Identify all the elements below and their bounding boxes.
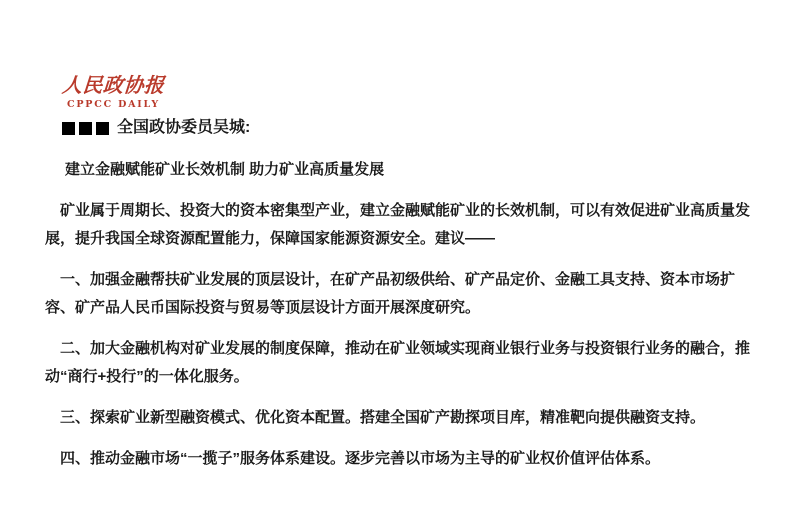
suggestion-paragraph-2: 二、加大金融机构对矿业发展的制度保障，推动在矿业领域实现商业银行业务与投资银行业务的融合，推动“商行+投行”的一体化服务。 bbox=[45, 340, 751, 385]
byline-text: 全国政协委员吴城: bbox=[117, 119, 251, 136]
suggestion-paragraph-4: 四、推动金融市场“一揽子”服务体系建设。逐步完善以市场为主导的矿业权价值评估体系。 bbox=[60, 450, 661, 467]
black-square-icon bbox=[96, 122, 109, 135]
cppcc-daily-english-logo: CPPCC DAILY bbox=[67, 99, 160, 110]
black-square-icon bbox=[79, 122, 92, 135]
lead-paragraph: 矿业属于周期长、投资大的资本密集型产业，建立金融赋能矿业的长效机制，可以有效促进矿业高质量发展，提升我国全球资源配置能力，保障国家能源资源安全。建议—— bbox=[45, 202, 751, 247]
suggestion-paragraph-3: 三、探索矿业新型融资模式、优化资本配置。搭建全国矿产勘探项目库，精准靶向提供融资支持。 bbox=[60, 409, 706, 426]
newspaper-masthead bbox=[62, 75, 763, 110]
suggestion-paragraph-1: 一、加强金融帮扶矿业发展的顶层设计，在矿产品初级供给、矿产品定价、金融工具支持、资本市场扩容、矿产品人民币国际投资与贸易等顶层设计方面开展深度研究。 bbox=[45, 271, 736, 316]
article-headline: 建立金融赋能矿业长效机制 助力矿业高质量发展 bbox=[65, 161, 385, 178]
article-body bbox=[45, 197, 763, 473]
cppcc-daily-chinese-logo: 人民政协报 bbox=[61, 73, 166, 97]
byline-row bbox=[62, 119, 763, 137]
black-square-icon bbox=[62, 122, 75, 135]
black-squares-icon bbox=[62, 122, 109, 135]
